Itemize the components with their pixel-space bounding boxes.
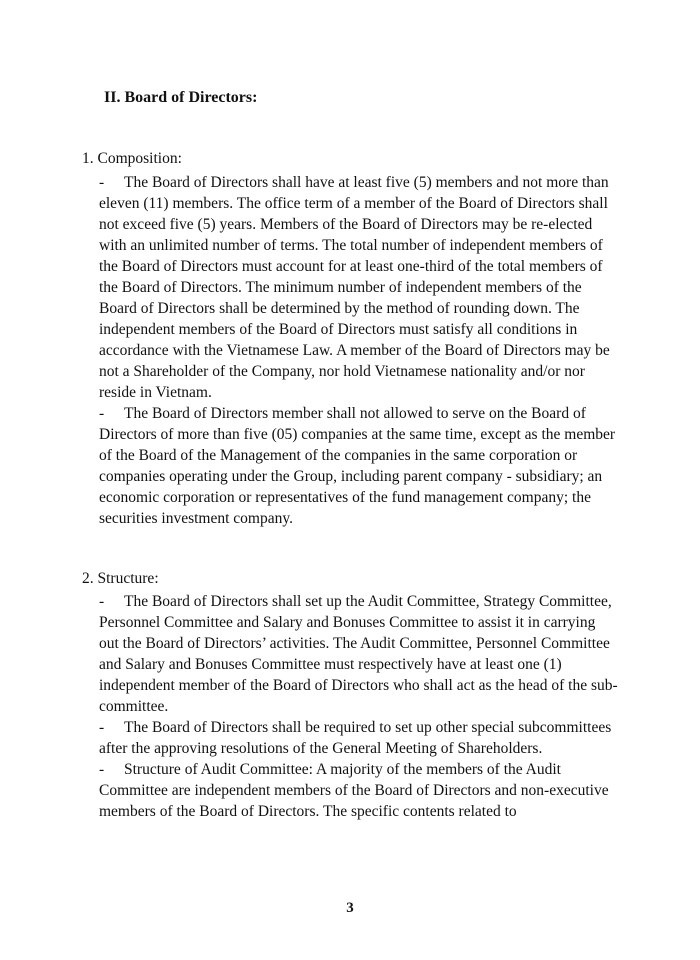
structure-item-2-text: The Board of Directors shall be required to set up other special subcommittees after the approving resolutions of the General Meeting of Shareholders.: [99, 719, 612, 757]
structure-item-2: [99, 717, 619, 759]
composition-title: 1. Composition:: [82, 150, 182, 167]
composition-item-2-text: The Board of Directors member shall not allowed to serve on the Board of Directors of more than five (05) companies at the same time, except as the member of the Board of the Management of the companies in the same corporation or companies operating under the Group, including parent company - subsidiary; an economic corporation or representatives of the fund management company; the securities investment company.: [99, 405, 616, 527]
structure-title: 2. Structure:: [82, 570, 159, 587]
structure-item-1: [99, 591, 619, 717]
bullet-dash: -: [99, 593, 105, 610]
bullet-dash: -: [99, 405, 105, 422]
section-heading: II. Board of Directors:: [104, 89, 258, 106]
structure-item-1-text: The Board of Directors shall set up the Audit Committee, Strategy Committee, Personnel Committee and Salary and Bonuses Committee to assist it in carrying out the Board of Directors’ activities. The Audit Committee, Personnel Committee and Salary and Bonuses Committee must respectively have at least one (1) independent member of the Board of Directors who shall act as the head of the sub-committee.: [99, 593, 618, 715]
structure-item-3: [99, 759, 619, 822]
composition-item-1-text: The Board of Directors shall have at least five (5) members and not more than eleven (11) members. The office term of a member of the Board of Directors shall not exceed five (5) years. Members of the Board of Directors may be re-elected with an unlimited number of terms. The total number of independent members of the Board of Directors must account for at least one-third of the total members of the Board of Directors. The minimum number of independent members of the Board of Directors shall be determined by the method of rounding down. The independent members of the Board of Directors must satisfy all conditions in accordance with the Vietnamese Law. A member of the Board of Directors may be not a Shareholder of the Company, nor hold Vietnamese nationality and/or nor reside in Vietnam.: [99, 174, 610, 401]
bullet-dash: -: [99, 761, 105, 778]
page-number: 3: [346, 900, 354, 916]
structure-block: [99, 591, 619, 822]
structure-item-3-text: Structure of Audit Committee: A majority of the members of the Audit Committee are independent members of the Board of Directors and non-executive members of the Board of Directors. The specific contents related to: [99, 761, 609, 820]
composition-item-2: [99, 403, 619, 529]
bullet-dash: -: [99, 174, 105, 191]
composition-item-1: [99, 172, 619, 403]
bullet-dash: -: [99, 719, 105, 736]
composition-block: [99, 172, 619, 529]
